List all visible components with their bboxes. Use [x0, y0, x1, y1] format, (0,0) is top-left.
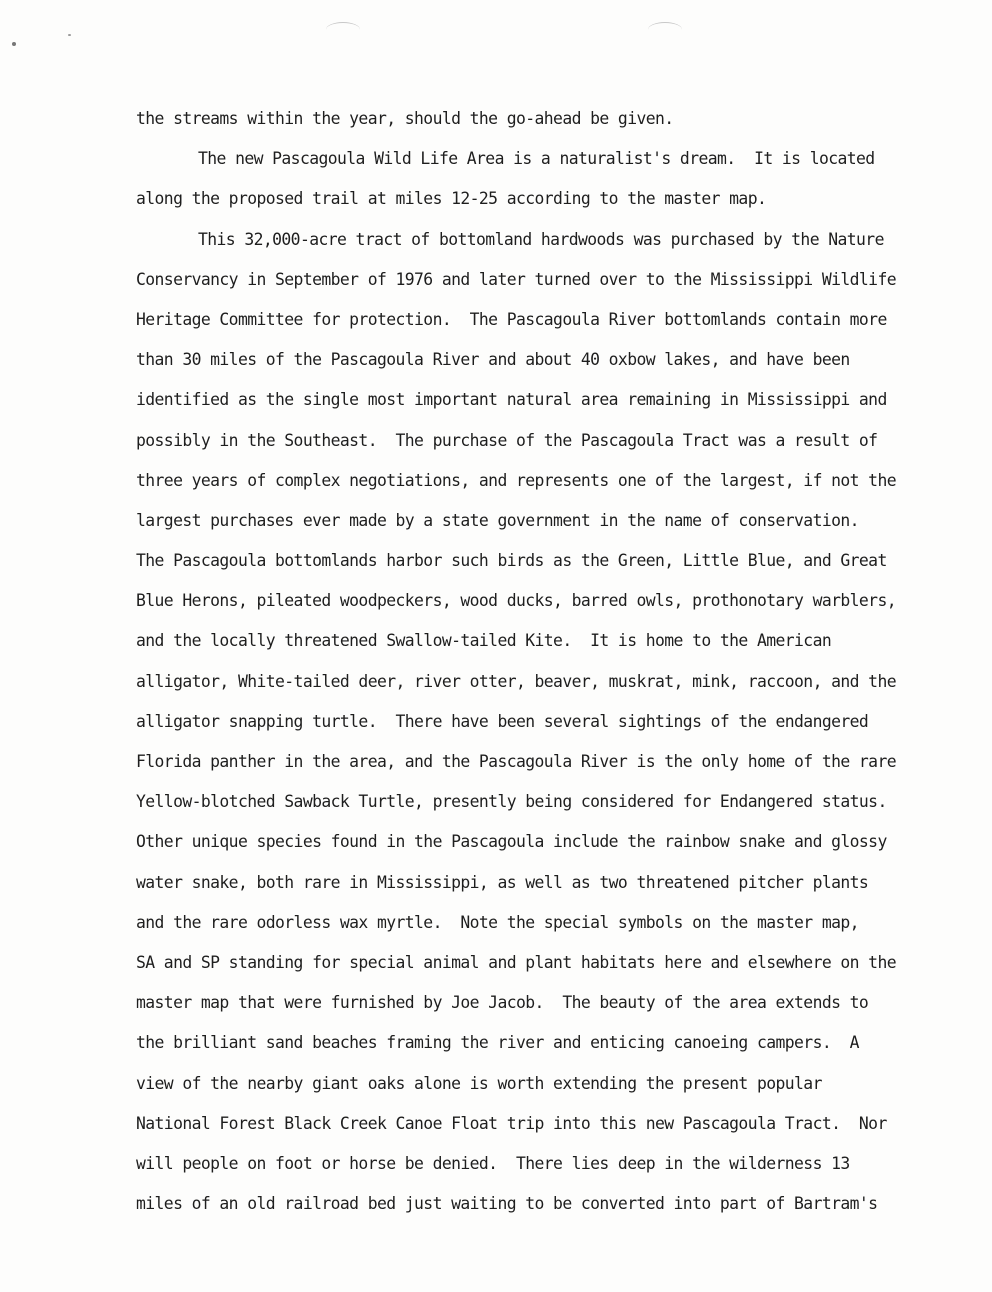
ink-speck	[12, 42, 16, 46]
text-line: view of the nearby giant oaks alone is worth extending the present popular	[136, 1073, 822, 1093]
text-line: possibly in the Southeast. The purchase of the Pascagoula Tract was a result of	[136, 430, 878, 450]
body-text	[136, 106, 966, 1231]
text-line: Blue Herons, pileated woodpeckers, wood ducks, barred owls, prothonotary warblers,	[136, 591, 896, 611]
text-line: the streams within the year, should the go-ahead be given.	[136, 109, 674, 128]
text-line: identified as the single most important natural area remaining in Mississippi and	[136, 390, 887, 410]
text-line: along the proposed trail at miles 12-25 according to the master map.	[136, 189, 767, 209]
text-line: The Pascagoula bottomlands harbor such birds as the Green, Little Blue, and Great	[136, 551, 887, 571]
text-line: than 30 miles of the Pascagoula River and about 40 oxbow lakes, and have been	[136, 350, 850, 370]
text-line: This 32,000-acre tract of bottomland hardwoods was purchased by the Nature	[198, 229, 884, 249]
text-line: and the rare odorless wax myrtle. Note the special symbols on the master map,	[136, 912, 859, 932]
text-line: and the locally threatened Swallow-tailed Kite. It is home to the American	[136, 631, 832, 651]
text-line: miles of an old railroad bed just waiting to be converted into part of Bartram's	[136, 1194, 878, 1214]
text-line: alligator, White-tailed deer, river otter, beaver, muskrat, mink, raccoon, and the	[136, 671, 896, 691]
text-line: master map that were furnished by Joe Jacob. The beauty of the area extends to	[136, 993, 869, 1013]
text-line: three years of complex negotiations, and represents one of the largest, if not the	[136, 470, 896, 490]
punch-hole-mark-left	[326, 22, 360, 37]
text-line: Yellow-blotched Sawback Turtle, presently being considered for Endangered status.	[136, 792, 887, 812]
text-line: Florida panther in the area, and the Pascagoula River is the only home of the rare	[136, 752, 896, 771]
text-line: Conservancy in September of 1976 and later turned over to the Mississippi Wildlife	[136, 269, 896, 289]
punch-hole-mark-right	[648, 22, 682, 37]
ink-speck	[68, 34, 71, 36]
text-line: The new Pascagoula Wild Life Area is a naturalist's dream. It is located	[198, 149, 875, 169]
text-line: alligator snapping turtle. There have been several sightings of the endangered	[136, 711, 869, 731]
text-line: Other unique species found in the Pascagoula include the rainbow snake and glossy	[136, 832, 887, 852]
text-line: SA and SP standing for special animal and plant habitats here and elsewhere on the	[136, 952, 896, 972]
text-line: will people on foot or horse be denied. There lies deep in the wilderness 13	[136, 1153, 850, 1173]
text-line: largest purchases ever made by a state government in the name of conservation.	[136, 510, 859, 530]
text-line: water snake, both rare in Mississippi, as well as two threatened pitcher plants	[136, 872, 869, 892]
text-line: the brilliant sand beaches framing the river and enticing canoeing campers. A	[136, 1033, 859, 1053]
text-line: Heritage Committee for protection. The Pascagoula River bottomlands contain more	[136, 309, 887, 329]
text-line: National Forest Black Creek Canoe Float trip into this new Pascagoula Tract. Nor	[136, 1113, 887, 1133]
